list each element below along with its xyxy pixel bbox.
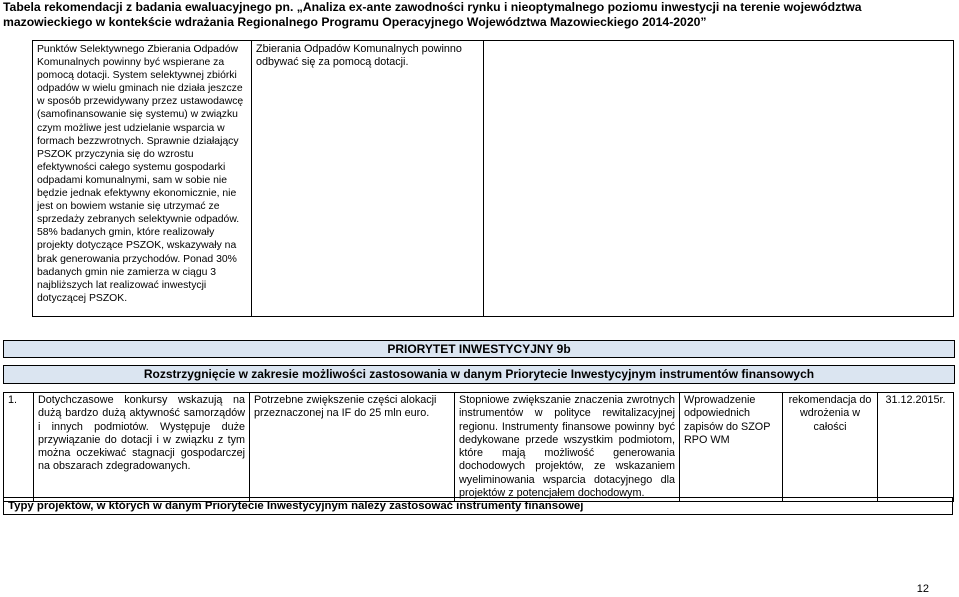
allocation-cell: Potrzebne zwiększenie części alokacji przeznaczonej na IF do 25 mln euro. <box>250 393 455 502</box>
status-cell: rekomendacja do wdrożenia w całości <box>783 393 878 502</box>
recommendation-table-top <box>32 40 954 317</box>
page-number: 12 <box>916 583 929 595</box>
priority-subtitle: Rozstrzygnięcie w zakresie możliwości zastosowania w danym Priorytecie Inwestycyjnym instrumentów finansowych <box>3 365 955 384</box>
priority-title: PRIORYTET INWESTYCYJNY 9b <box>3 340 955 358</box>
empty-cell <box>484 41 954 317</box>
date-cell: 31.12.2015r. <box>878 393 954 502</box>
header-line-2: mazowieckiego w kontekście wdrażania Regionalnego Programu Operacyjnego Województwa Mazowieckiego 2014-2020” <box>3 15 707 29</box>
row-number: 1. <box>4 393 34 502</box>
finding-cell: Punktów Selektywnego Zbierania Odpadów Komunalnych powinny być wspierane za pomocą dotacji. System selektywnej zbiórki odpadów w wielu gminach nie działa jeszcze w sposób przewidywany przez ustawodawcę (samofinansowanie się systemu) w związku czym możliwe jest udzielanie wsparcia w formach bezzwrotnych. Sprawnie działający PSZOK przyczynia się do wzrostu efektywności całego systemu gospodarki odpadami komunalnymi, sam w sobie nie będzie jednak efektywny ekonomicznie, nie jest on bowiem wstanie się utrzymać ze sprzedaży zebranych selektywnie odpadów. 58% badanych gmin, które realizowały projekty dotyczące PSZOK, wskazywały na brak generowania przychodów. Ponad 30% badanych gmin nie zamierza w ciągu 3 najbliższych lat realizować inwestycji dotyczącej PSZOK. <box>33 41 252 317</box>
action-cell: Wprowadzenie odpowiednich zapisów do SZOP RPO WM <box>680 393 783 502</box>
finding-cell: Dotychczasowe konkursy wskazują na dużą bardzo dużą aktywność samorządów i innych podmiotów. Występuje duże przywiązanie do dotacji i w związku z tym można oczekiwać stagnacji gospodarczej na obszarach zdegradowanych. <box>34 393 250 502</box>
recommendation-cell: Zbierania Odpadów Komunalnych powinno odbywać się za pomocą dotacji. <box>252 41 484 317</box>
document-header <box>3 0 953 30</box>
recommendation-table-9b <box>3 392 954 502</box>
recommendation-cell: Stopniowe zwiększanie znaczenia zwrotnych instrumentów w polityce rewitalizacyjnej regionu. Instrumenty finansowe powinny być dedykowane przede wszystkim podmiotom, które mają możliwość generowania dochodowych projektów, ze wskazaniem wyeliminowania wsparcia dotacyjnego dla projektów z potencjałem dochodowym. <box>455 393 680 502</box>
project-types-heading: Typy projektów, w których w danym Priorytecie Inwestycyjnym należy zastosować instrumenty finansowej <box>3 497 953 515</box>
header-line-1: Tabela rekomendacji z badania ewaluacyjnego pn. „Analiza ex-ante zawodności rynku i nieoptymalnego poziomu inwestycji na terenie województwa <box>3 0 862 14</box>
